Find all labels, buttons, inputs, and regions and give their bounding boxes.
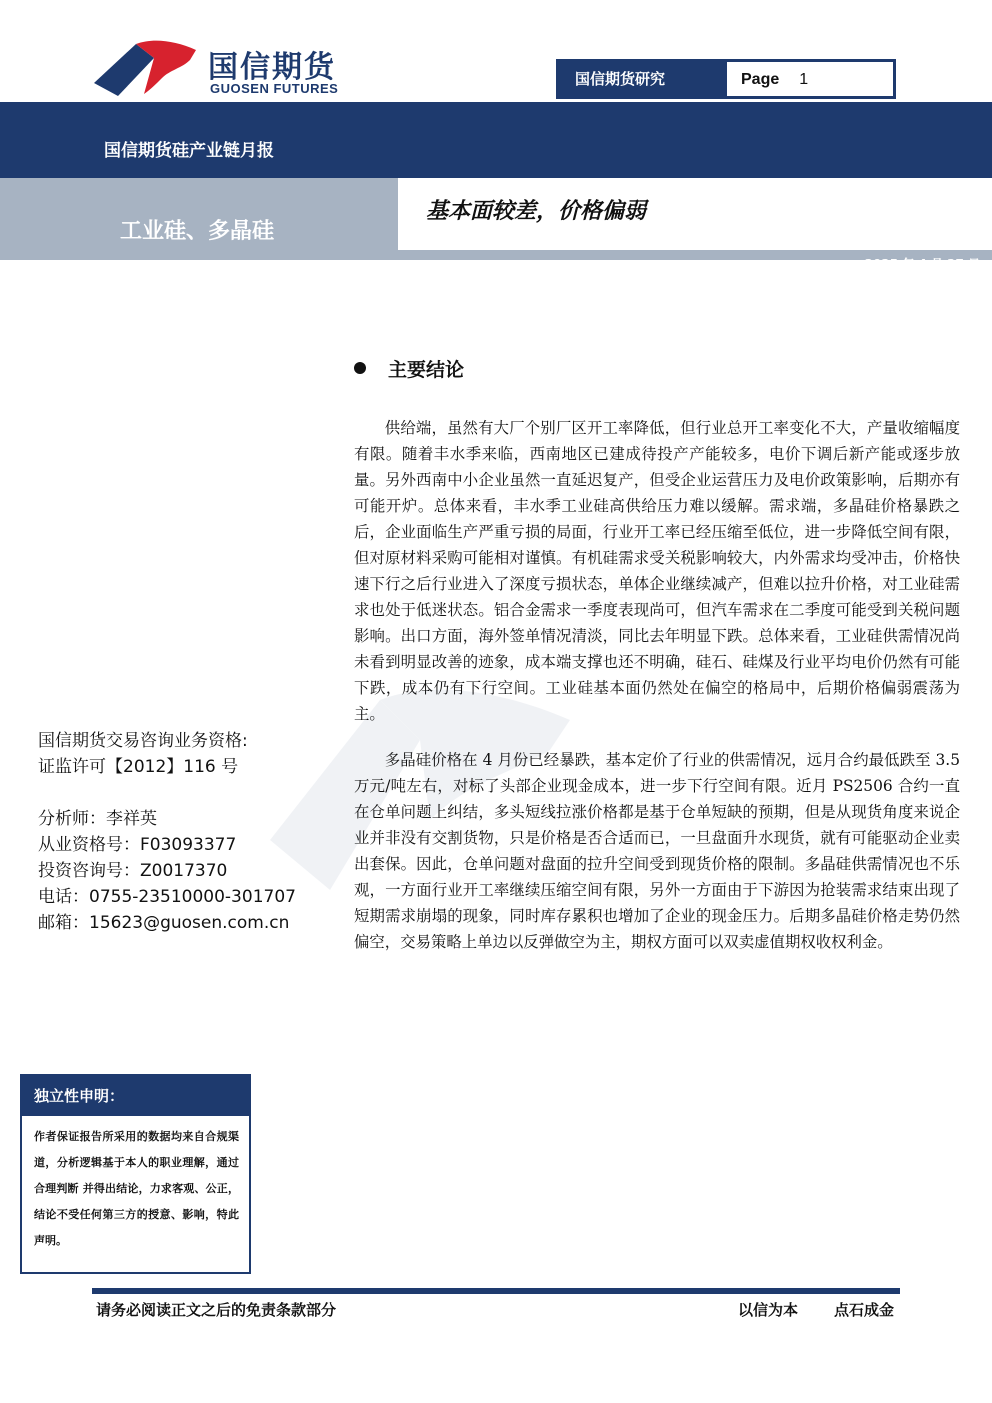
logo-text-cn: 国信期货 [208, 50, 336, 85]
research-label: 国信期货研究 [559, 62, 727, 96]
spacer [38, 780, 338, 806]
footer-slogan [738, 1299, 894, 1320]
report-series-title: 国信期货硅产业链月报 [104, 141, 274, 161]
logo-text-en: GUOSEN FUTURES [210, 81, 339, 96]
headline-box [398, 178, 992, 250]
page-indicator-box [556, 59, 896, 99]
report-series-band [0, 102, 992, 178]
footer-disclaimer: 请务必阅读正文之后的免责条款部分 [96, 1301, 337, 1319]
qualification-line: 国信期货交易咨询业务资格: [38, 731, 248, 751]
footer-divider [92, 1288, 900, 1294]
footer-slogan-1: 以信为本 [737, 1301, 798, 1319]
analyst-sidebar [38, 728, 338, 936]
summary-paragraph: 多晶硅价格在 4 月份已经暴跌，基本定价了行业的供需情况，远月合约最低跌至 3.5 万元/吨左右，对标了头部企业现金成本，进一步下行空间有限。近月 PS2506 合约一直在仓单问题上纠结，多头短线拉涨价格都是基于仓单短缺的预期，但是从现货角度来说企业并非没有交割货物，只是价格是否合适而已，一旦盘面升水现货，就有可能驱动企业卖出套保。因此，仓单问题对盘面的拉升空间受到现货价格的限制。多晶硅供需情况也不乐观，一方面行业开工率继续压缩空间有限，另外一方面由于下游因为抢装需求结束出现了短期需求崩塌的现象，同时库存累积也增加了企业的现金压力。后期多晶硅价格走势仍然偏空，交易策略上单边以反弹做空为主，期权方面可以双卖虚值期权收权利金。 [354, 751, 960, 951]
summary-paragraph: 供给端，虽然有大厂个别厂区开工率降低，但行业总开工率变化不大，产量收缩幅度有限。随着丰水季来临，西南地区已建成待投产产能较多，电价下调后新产能或逐步放量。另外西南中小企业虽然一直延迟复产，但受企业运营压力及电价政策影响，后期亦有可能开炉。总体来看，丰水季工业硅高供给压力难以缓解。需求端，多晶硅价格暴跌之后，企业面临生产严重亏损的局面，行业开工率已经压缩至低位，进一步降低空间有限，但对原材料采购可能相对谨慎。有机硅需求受关税影响较大，内外需求均受冲击，价格快速下行之后行业进入了深度亏损状态，单体企业继续减产，但难以拉升价格，对工业硅需求也处于低迷状态。铝合金需求一季度表现尚可，但汽车需求在二季度可能受到关税问题影响。出口方面，海外签单情况清淡，同比去年明显下跌。总体来看，工业硅供需情况尚未看到明显改善的迹象，成本端支撑也还不明确，硅石、硅煤及行业平均电价仍然有可能下跌，成本仍有下行空间。工业硅基本面仍然处在偏空的格局中，后期价格偏弱震荡为主。 [354, 419, 960, 723]
license-number: 证监许可【2012】116 号 [38, 757, 239, 777]
analyst-email: 邮箱：15623@guosen.com.cn [38, 913, 290, 933]
practice-number: 从业资格号：F03093377 [38, 835, 237, 855]
page-number-value: 1 [799, 71, 809, 88]
logo-mark-icon [92, 38, 202, 98]
statement-body: 作者保证报告所采用的数据均来自合规渠道，分析逻辑基于本人的职业理解，通过合理判断 并得出结论，力求客观、公正，结论不受任何第三方的授意、影响，特此声明。 [34, 1130, 239, 1247]
section-title-text: 主要结论 [388, 359, 465, 381]
advisory-number: 投资咨询号：Z0017370 [38, 861, 228, 881]
company-logo [92, 38, 362, 102]
page-number [741, 65, 808, 95]
report-date: 2025 年 4 月 27 日 [864, 257, 980, 271]
footer-slogan-2: 点石成金 [833, 1301, 894, 1319]
statement-title: 独立性申明： [22, 1076, 249, 1116]
section-title [354, 355, 464, 382]
sector-label: 工业硅、多晶硅 [120, 219, 275, 244]
report-headline: 基本面较差，价格偏弱 [426, 199, 647, 224]
independence-statement [20, 1074, 251, 1274]
analyst-name: 分析师：李祥英 [38, 809, 157, 829]
page-label: Page [741, 71, 780, 88]
bullet-icon [354, 362, 366, 374]
summary-body [354, 415, 960, 975]
analyst-phone: 电话：0755-23510000-301707 [38, 887, 296, 907]
report-title-band [0, 178, 992, 271]
